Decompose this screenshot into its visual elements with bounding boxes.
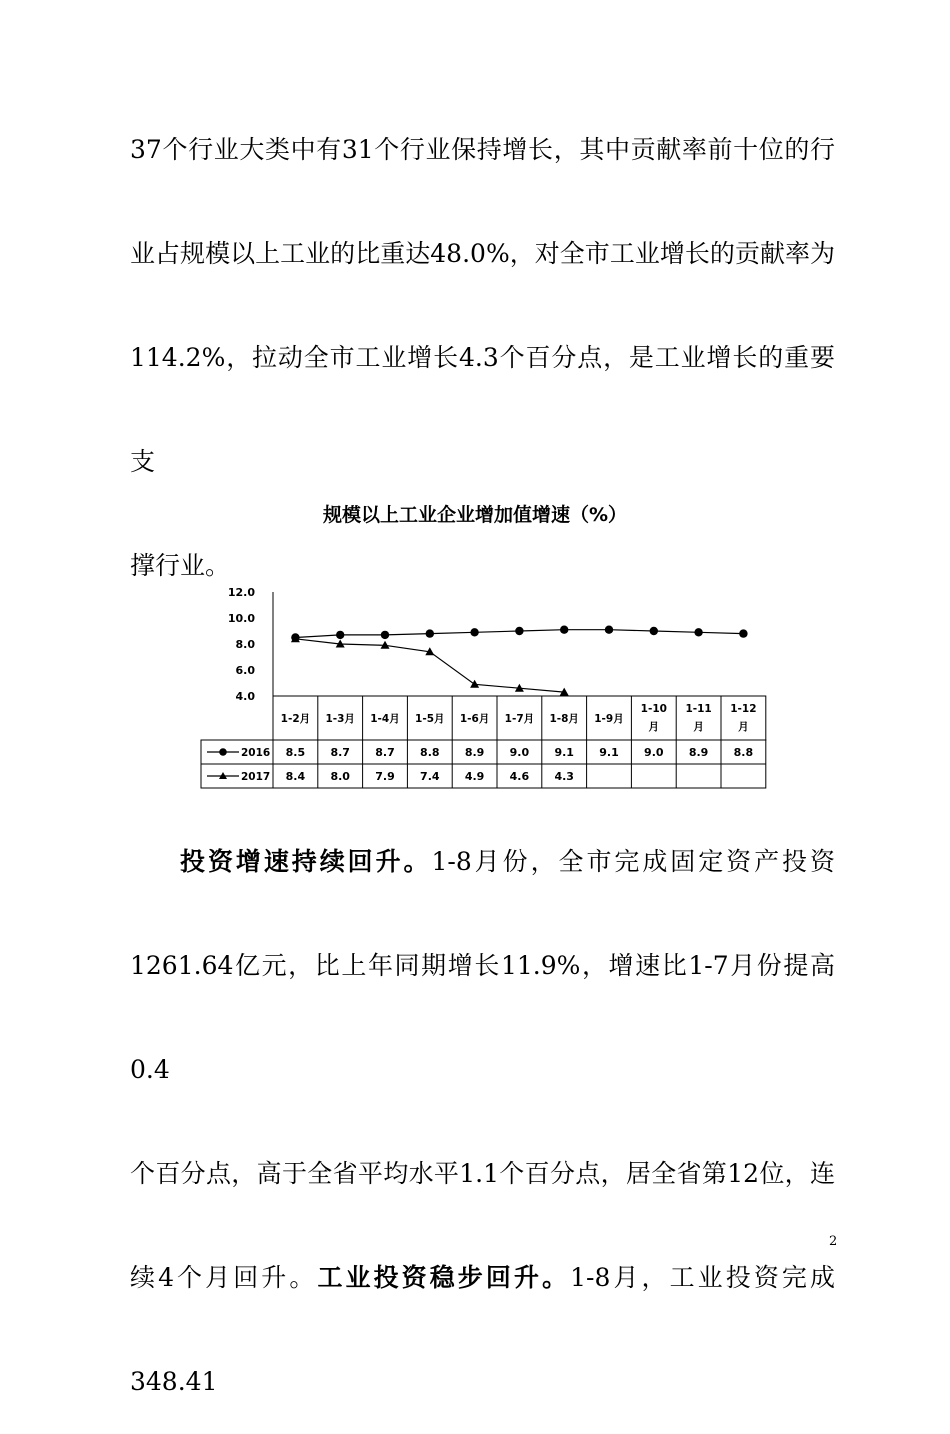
data-point-2017 xyxy=(470,680,479,688)
bold-heading: 投资增速持续回升。 xyxy=(180,847,432,876)
data-label-2017: 7.9 xyxy=(375,770,395,783)
data-point-2016 xyxy=(381,631,389,639)
text-run: 续4个月回升。 xyxy=(130,1263,318,1292)
data-label-2017: 4.3 xyxy=(554,770,574,783)
data-label-2016: 8.7 xyxy=(375,746,395,759)
category-label: 1-6月 xyxy=(459,713,490,725)
y-tick-label: 10.0 xyxy=(227,612,255,625)
data-point-2016 xyxy=(426,629,434,637)
text-run: 1-8月，工业投资完成348.41 xyxy=(130,1263,835,1396)
data-label-2017: 8.4 xyxy=(285,770,306,783)
category-label: 1-11 xyxy=(685,703,712,715)
category-label: 1-7月 xyxy=(504,713,535,725)
data-label-2017: 4.9 xyxy=(464,770,485,783)
growth-chart xyxy=(195,578,775,790)
category-label: 月 xyxy=(738,721,749,733)
data-label-2017: 7.4 xyxy=(420,770,440,783)
data-label-2016: 8.5 xyxy=(285,746,306,759)
y-tick-label: 6.0 xyxy=(235,664,255,677)
text-line xyxy=(130,1226,838,1434)
legend-marker-2016 xyxy=(219,748,227,756)
category-label: 月 xyxy=(648,721,660,733)
text-line: 114.2%，拉动全市工业增长4.3个百分点，是工业增长的重要支 xyxy=(130,343,835,476)
data-point-2016 xyxy=(605,626,613,634)
data-label-2016: 8.7 xyxy=(330,746,350,759)
text-line: 个百分点，高于全省平均水平1.1个百分点，居全省第12位，连 xyxy=(130,1159,835,1188)
data-label-2016: 8.9 xyxy=(464,746,485,759)
y-tick-label: 4.0 xyxy=(235,690,255,703)
category-label: 1-12 xyxy=(730,703,757,715)
data-label-2016: 9.1 xyxy=(599,746,619,759)
legend-label-2016: 2016 xyxy=(241,747,271,759)
category-label: 1-2月 xyxy=(280,713,311,725)
text-run: 1-8月份，全市完成固定资产投资 xyxy=(431,847,835,876)
page-number: 2 xyxy=(829,1234,838,1249)
y-tick-label: 12.0 xyxy=(227,586,255,599)
data-label-2017: 8.0 xyxy=(330,770,350,783)
category-label: 1-10 xyxy=(640,703,667,715)
data-label-2016: 8.8 xyxy=(733,746,754,759)
text-line xyxy=(130,810,835,914)
data-label-2016: 8.8 xyxy=(420,746,440,759)
data-point-2016 xyxy=(515,627,523,635)
text-line: 37个行业大类中有31个行业保持增长，其中贡献率前十位的行 xyxy=(130,135,835,164)
data-label-2016: 8.9 xyxy=(688,746,709,759)
category-label: 1-9月 xyxy=(594,713,624,725)
data-point-2016 xyxy=(650,627,658,635)
data-label-2016: 9.0 xyxy=(644,746,664,759)
category-label: 月 xyxy=(693,721,704,733)
category-label: 1-3月 xyxy=(325,713,355,725)
data-label-2016: 9.1 xyxy=(554,746,574,759)
bold-heading: 工业投资稳步回升。 xyxy=(317,1263,571,1292)
legend-label-2017: 2017 xyxy=(241,771,271,783)
category-label: 1-8月 xyxy=(549,713,579,725)
data-point-2016 xyxy=(336,631,344,639)
data-point-2016 xyxy=(694,628,702,636)
category-label: 1-4月 xyxy=(370,713,400,725)
data-point-2016 xyxy=(560,626,568,634)
paragraph-industry xyxy=(130,98,835,618)
series-line-2017 xyxy=(295,639,564,692)
y-tick-label: 8.0 xyxy=(235,638,255,651)
data-point-2016 xyxy=(470,628,478,636)
chart-title: 规模以上工业企业增加值增速（%） xyxy=(322,504,628,526)
text-line: 业占规模以上工业的比重达48.0%，对全市工业增长的贡献率为 xyxy=(130,239,835,268)
data-label-2017: 4.6 xyxy=(509,770,530,783)
text-line: 撑行业。 xyxy=(130,551,231,580)
data-label-2016: 9.0 xyxy=(509,746,530,759)
paragraph-investment xyxy=(130,810,838,1434)
text-line: 1261.64亿元，比上年同期增长11.9%，增速比1-7月份提高0.4 xyxy=(130,951,835,1084)
category-label: 1-5月 xyxy=(415,713,445,725)
data-point-2016 xyxy=(739,629,747,637)
